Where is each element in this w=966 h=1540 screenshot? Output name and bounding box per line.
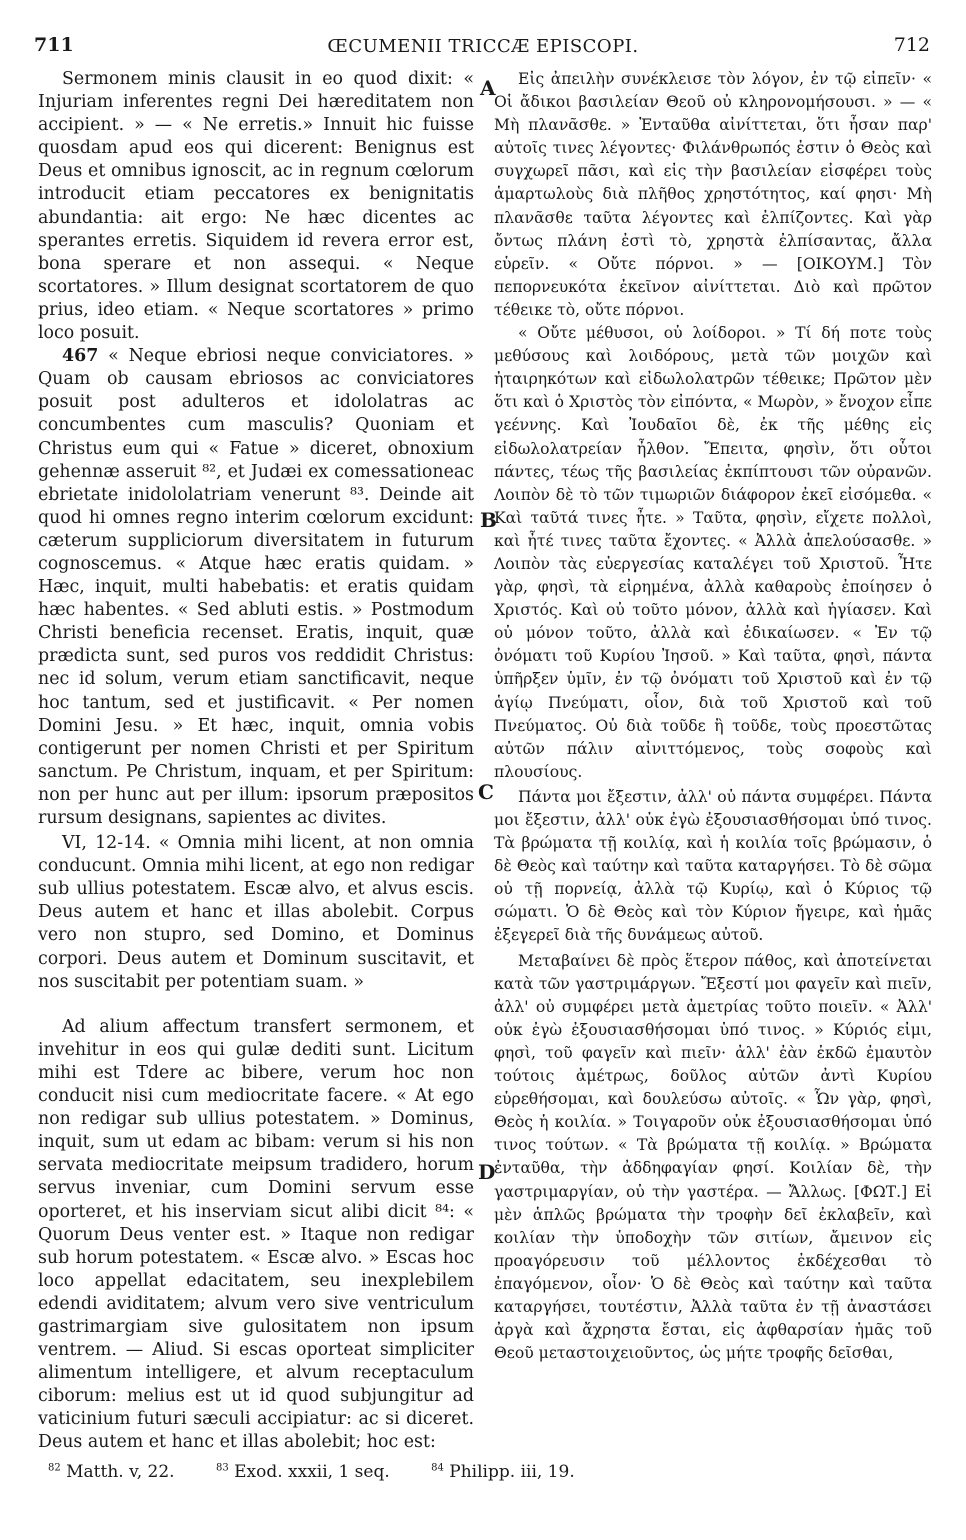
section-number: 467 <box>62 346 99 367</box>
footnote <box>431 1462 593 1482</box>
footnote <box>48 1462 193 1482</box>
greek-column <box>494 68 932 1365</box>
footnote-number: 83 <box>215 1462 229 1474</box>
latin-paragraph <box>38 345 474 830</box>
margin-marker-c: C <box>478 780 494 804</box>
page-number-right: 712 <box>893 34 930 56</box>
footnote-text: Matth. v, 22. <box>66 1462 175 1482</box>
latin-paragraph: Ad alium affectum transfert sermonem, et invehitur in eos qui gulæ dediti sunt. Licitum mihi est Tdere ac bibere, verum hoc non conducit nisi cum mediocritate facere. « At ego non redigar sub ullius potestatem. » Dominus, inquit, sum ut edam ac bibam: verum si his non servata mediocritate meipsum tradidero, horum servus inveniar, cum Domini servum esse oporteret, et his inserviam sicut alibi dicit ⁸⁴: « Quorum Deus venter est. » Itaque non redigar sub horum potestatem. « Escæ alvo. » Escas hoc loco appellat edacitatem, seu inexplebilem edendi aviditatem; alvum vero sive ventriculum gastrimargiam sive gulositatem non ipsum ventrem. — Aliud. Si escas oporteat simpliciter alimentum intelligere, et alvum receptaculum ciborum: melius est ut id quod subjungitur ad vaticinium futuri sæculi accipiatur: ac si diceret. Deus autem et hanc et illas abolebit; hoc est: <box>38 1016 474 1453</box>
greek-paragraph: « Οὔτε μέθυσοι, οὐ λοίδοροι. » Τί δή ποτε τοὺς μεθύσους καὶ λοιδόρους, μετὰ τῶν μοιχῶν καὶ ἠταιρηκότων καὶ εἰδωλολατρῶν τέθεικε; Πρῶτον μὲν ὅτι καὶ ὁ Χριστὸς τὸν εἰπόντα, « Μωρὸν, » ἔνοχον εἶπε γεέννης. Καὶ Ἰουδαῖοι δὲ, ἐκ τῆς μέθης εἰς εἰδωλολατρείαν ἦλθον. Ἔπειτα, φησὶν, ὅτι οὗτοι πάντες, τέως τῆς βασιλείας ἐκπίπτουσι τῶν οὐρανῶν. Λοιπὸν δὲ τὸ τῶν τιμωριῶν διάφορον ἐκεῖ εἰσόμεθα. « Καὶ ταῦτά τινες ἦτε. » Ταῦτα, φησὶν, εἴχετε πολλοὶ, καὶ ἦτέ τινες ταῦτα ἔχοντες. « Ἀλλὰ ἀπελούσασθε. » Λοιπὸν τὰς εὐεργεσίας καταλέγει τοῦ Χριστοῦ. Ἦτε γὰρ, φησὶ, τὰ εἰρημένα, ἀλλὰ καθαροὺς ἐποίησεν ὁ Χριστός. Καὶ οὐ τοῦτο μόνον, ἀλλὰ καὶ ἡγίασεν. Καὶ οὐ μόνον τοῦτο, ἀλλὰ καὶ ἐδικαίωσεν. « Ἐν τῷ ὀνόματι τοῦ Κυρίου Ἰησοῦ. » Καὶ ταῦτα, φησὶ, πάντα ὑπῆρξεν ὑμῖν, ἐν τῷ ὀνόματι τοῦ Χριστοῦ καὶ ἐν τῷ ἁγίῳ Πνεύματι, οἷον, διὰ τοῦ Χριστοῦ καὶ τοῦ Πνεύματος. Οὐ διὰ τοῦδε ἢ τοῦδε, τοὺς προεστῶτας αὐτῶν πάλιν αἰνιττόμενος, τοὺς σοφοὺς καὶ πλουσίους. <box>494 324 932 781</box>
latin-column <box>38 68 474 1455</box>
footnote-text: Exod. xxxii, 1 seq. <box>234 1462 390 1482</box>
footnote-number: 84 <box>431 1462 444 1474</box>
footnote-number: 82 <box>48 1462 61 1474</box>
latin-paragraph-text: « Neque ebriosi neque conviciatores. » Quam ob causam ebriosos ac conviciatores posuit post adulteros et idololatras ac concumbentes cum masculis? Quoniam et Christus eum qui « Fatue » diceret, obnoxium gehennæ asseruit ⁸², et Judæi ex comessationeac ebrietate inidololatriam venerunt ⁸³. Deinde ait quod hi omnes regno interim cœlorum excidunt: cæterum suppliciorum diversitatem in futurum cognoscemus. « Atque hæc eratis quidam. » Hæc, inquit, multi habebatis: et eratis quidam hæc habentes. « Sed abluti estis. » Postmodum Christi beneficia recenset. Eratis, inquit, quæ prædicta sunt, sed puros vos reddidit Christus: nec id solum, verum etiam sanctificavit, neque hoc tantum, sed et justificavit. « Per nomen Domini Jesu. » Et hæc, inquit, omnia vobis contigerunt per nomen Christi et per Spiritum sanctum. Pe Christum, inquam, et per Spiritum: non per hunc aut per illum: ipsorum præpositos rursum designans, sapientes ac divites. <box>38 346 474 828</box>
margin-marker-b: B <box>480 508 497 532</box>
greek-scripture-lemma: Πάντα μοι ἔξεστιν, ἀλλ' οὐ πάντα συμφέρει. Πάντα μοι ἔξεστιν, ἀλλ' οὐκ ἐγὼ ἐξουσιασθήσομαι ὑπό τινος. Τὰ βρώματα τῇ κοιλίᾳ, καὶ ἡ κοιλία τοῖς βρώμασιν, ὁ δὲ Θεὸς καὶ ταύτην καὶ ταῦτα καταργήσει. Τὸ δὲ σῶμα οὐ τῇ πορνείᾳ, ἀλλὰ τῷ Κυρίῳ, καὶ ὁ Κύριος τῷ σώματι. Ὁ δὲ Θεὸς καὶ τὸν Κύριον ἤγειρε, καὶ ἡμᾶς ἐξεγερεῖ διὰ τῆς δυνάμεως αὐτοῦ. <box>494 787 932 945</box>
margin-marker-a: A <box>480 76 496 100</box>
latin-paragraph: Sermonem minis clausit in eo quod dixit: « Injuriam inferentes regni Dei hæreditatem non accipient. » — « Ne erretis.» Innuit hic fuisse quosdam apud eos qui dicerent: Benignus est Deus et omnibus ignoscit, ac in regnum cœlorum introducit etiam peccatores ex benignitatis abundantia: ait ergo: Ne hæc dicentes ac sperantes erretis. Siquidem id revera error est, bona sperare et non assequi. « Neque scortatores. » Illum designat scortatorem de quo prius, ideo etiam. « Neque scortatores » primo loco posuit. <box>38 69 474 344</box>
page-header <box>30 34 936 64</box>
page-number-left: 711 <box>34 34 74 56</box>
footnotes <box>48 1462 611 1482</box>
footnote <box>216 1462 408 1482</box>
footnote-text: Philipp. iii, 19. <box>449 1462 575 1482</box>
scripture-lemma: VI, 12-14. « Omnia mihi licent, at non omnia conducunt. Omnia mihi licent, at ego non redigar sub ullius potestatem. Escæ alvo, et alvus escis. Deus autem et hanc et illas abolebit. Corpus vero non stupro, sed Domino, et Dominus corpori. Deus autem et Dominum suscitavit, et nos suscitabit per potentiam suam. » <box>38 833 474 992</box>
greek-paragraph: Εἰς ἀπειλὴν συνέκλεισε τὸν λόγον, ἐν τῷ εἰπεῖν· « Οἱ ἄδικοι βασιλείαν Θεοῦ οὐ κληρονομήσουσι. » — « Μὴ πλανᾶσθε. » Ἐνταῦθα αἰνίττεται, ὅτι ἦσαν παρ' αὐτοῖς τινες λέγοντες· Φιλάνθρωπός ἐστιν ὁ Θεὸς καὶ συγχωρεῖ πᾶσι, καὶ εἰς τὴν βασιλείαν εἰσφέρει τοὺς ἁμαρτωλοὺς διὰ πλῆθος χρηστότητος, καί φησι· Μὴ πλανᾶσθε ταῦτα λέγοντες καὶ ἐλπίζοντες. Καὶ γὰρ ὄντως πλάνη ἐστὶ τὸ, χρηστὰ ἐλπίσαντας, ἄλλα εὑρεῖν. « Οὔτε πόρνοι. » — [ΟΙΚΟΥΜ.] Τὸν πεπορνευκότα ἐκεῖνον αἰνίττεται. Διὸ καὶ πρῶτον τέθεικε τὸ, οὔτε πόρνοι. <box>494 70 932 319</box>
greek-paragraph: Μεταβαίνει δὲ πρὸς ἕτερον πάθος, καὶ ἀποτείνεται κατὰ τῶν γαστριμάργων. Ἔξεστί μοι φαγεῖν καὶ πιεῖν, ἀλλ' οὐ συμφέρει μετὰ ἀμετρίας τοῦτο ποιεῖν. « Ἀλλ' οὐκ ἐγὼ ἐξουσιασθήσομαι ὑπό τινος. » Κύριός εἰμι, φησὶ, τοῦ φαγεῖν καὶ πιεῖν· ἀλλ' ἐὰν ἐκδῶ ἐμαυτὸν τούτοις ἀμέτρως, δοῦλος αὐτῶν ἀντὶ Κυρίου εὑρεθήσομαι, καὶ δουλεύσω αὐτοῖς. « Ὧν γὰρ, φησὶ, Θεὸς ἡ κοιλία. » Τοιγαροῦν οὐκ ἐξουσιασθήσομαι ὑπό τινος τούτων. « Τὰ βρώματα τῇ κοιλίᾳ. » Βρώματα ἐνταῦθα, τὴν ἀδδηφαγίαν φησί. Κοιλίαν δὲ, τὴν γαστριμαργίαν, οὐ τὴν γαστέρα. — Ἄλλως. [ΦΩΤ.] Εἰ μὲν ἁπλῶς βρώματα τὴν τροφὴν δεῖ ἐκλαβεῖν, καὶ κοιλίαν τὴν ὑποδοχὴν τῶν σιτίων, ἄμεινον εἰς προαγόρευσιν τοῦ μέλλοντος ἐκδέχεσθαι τὸ ἐπαγόμενον, οἷον· Ὁ δὲ Θεὸς καὶ ταύτην καὶ ταῦτα καταργήσει, τουτέστιν, Ἀλλὰ ταῦτα ἐν τῇ ἀναστάσει ἀργὰ καὶ ἄχρηστα ἔσται, εἰς ἀφθαρσίαν ἡμᾶς τοῦ Θεοῦ μεταστοιχειοῦντος, ὡς μήτε τροφῆς δεῖσθαι, <box>494 951 932 1363</box>
margin-marker-d: D <box>478 1160 496 1184</box>
running-title: ŒCUMENII TRICCÆ EPISCOPI. <box>327 36 639 57</box>
